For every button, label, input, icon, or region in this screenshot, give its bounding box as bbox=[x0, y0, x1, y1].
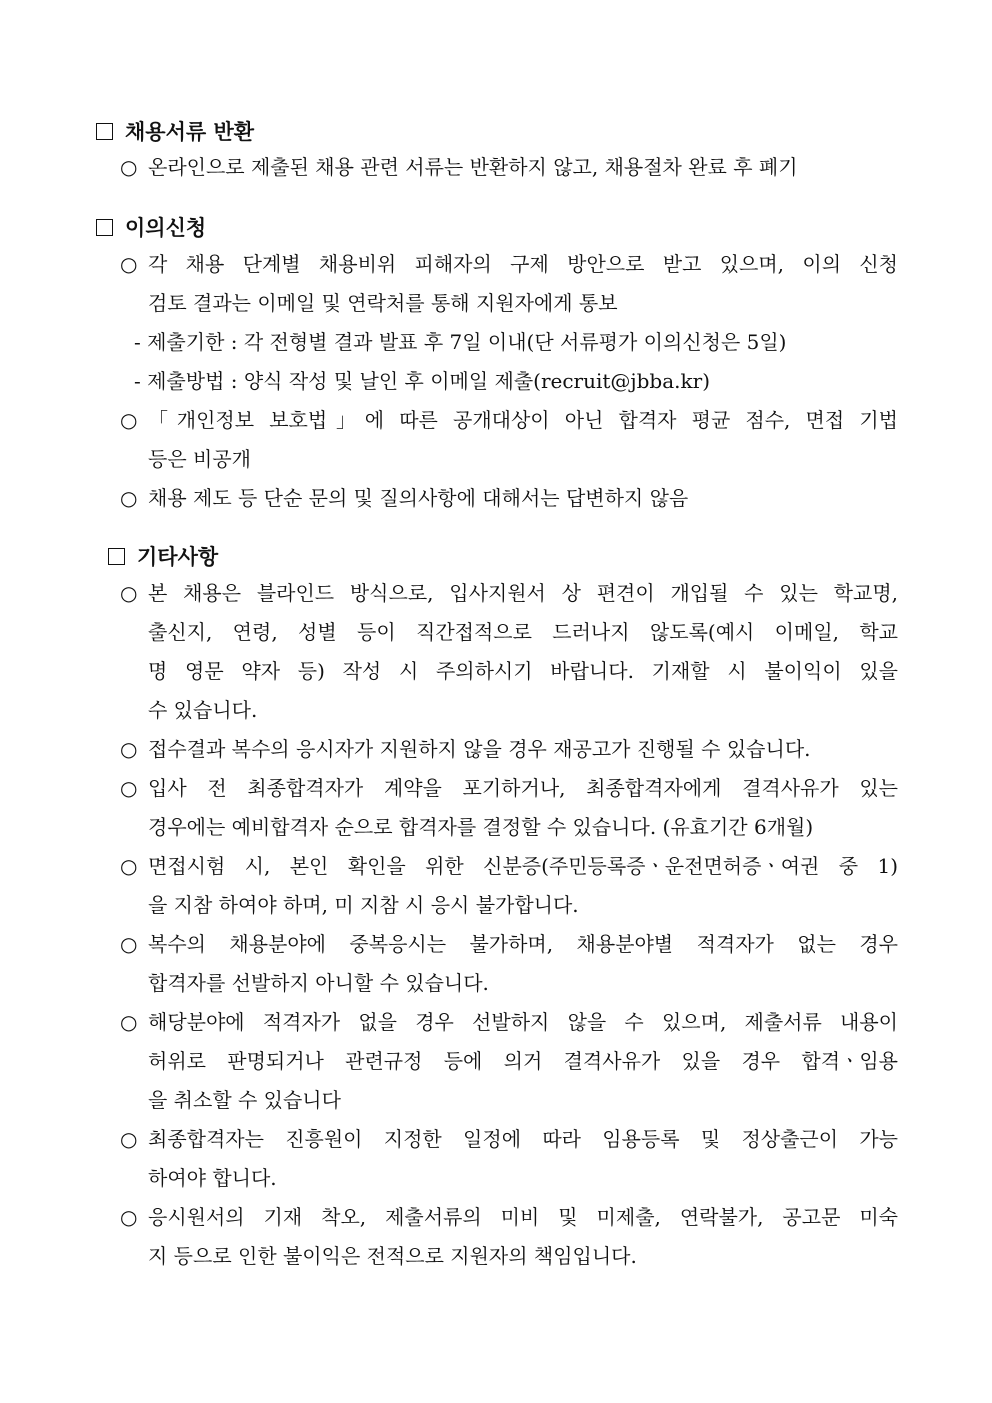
list-item bbox=[120, 1003, 898, 1120]
list-item-text: 복수의 채용분야에 중복응시는 불가하며, 채용분야별 적격자가 없는 경우 합격자를 선발하지 아니할 수 있습니다. bbox=[148, 932, 898, 995]
list-item-text: 면접시험 시, 본인 확인을 위한 신분증(주민등록증ㆍ운전면허증ㆍ여권 중 1) 을 지참 하여야 하며, 미 지참 시 응시 불가합니다. bbox=[148, 854, 898, 917]
bullet-circle-icon: ○ bbox=[120, 854, 138, 878]
section-heading-appeal bbox=[96, 212, 206, 242]
list-item-text: 응시원서의 기재 착오, 제출서류의 미비 및 미제출, 연락불가, 공고문 미숙 지 등으로 인한 불이익은 전적으로 지원자의 책임입니다. bbox=[148, 1205, 898, 1268]
list-item-text: 각 채용 단계별 채용비위 피해자의 구제 방안으로 받고 있으며, 이의 신청 검토 결과는 이메일 및 연락처를 통해 지원자에게 통보 bbox=[148, 252, 898, 315]
list-item-text: 채용 제도 등 단순 문의 및 질의사항에 대해서는 답변하지 않음 bbox=[148, 486, 689, 510]
list-item-text: 최종합격자는 진흥원이 지정한 일정에 따라 임용등록 및 정상출근이 가능 하여야 합니다. bbox=[148, 1127, 898, 1190]
list-item-text: 접수결과 복수의 응시자가 지원하지 않을 경우 재공고가 진행될 수 있습니다. bbox=[148, 737, 811, 761]
list-item bbox=[120, 925, 898, 1003]
bullet-circle-icon: ○ bbox=[120, 1010, 138, 1034]
bullet-circle-icon: ○ bbox=[120, 1127, 138, 1151]
list-item bbox=[120, 1198, 898, 1276]
bullet-circle-icon: ○ bbox=[120, 737, 138, 761]
list-item-text: 온라인으로 제출된 채용 관련 서류는 반환하지 않고, 채용절차 완료 후 폐기 bbox=[148, 155, 798, 179]
list-item bbox=[120, 148, 137, 187]
list-item-text: 본 채용은 블라인드 방식으로, 입사지원서 상 편견이 개입될 수 있는 학교명, 출신지, 연령, 성별 등이 직간접적으로 드러나지 않도록(예시 이메일, 학교 명 영문 약자 등) 작성 시 주의하시기 바랍니다. 기재할 시 불이익이 있을 수 있습니다. bbox=[148, 581, 898, 722]
list-item bbox=[120, 1120, 898, 1198]
bullet-circle-icon: ○ bbox=[120, 932, 138, 956]
bullet-circle-icon: ○ bbox=[120, 776, 138, 800]
section-heading-other-notes bbox=[108, 541, 218, 571]
submission-method-line: - 제출방법 : 양식 작성 및 날인 후 이메일 제출(recruit@jbba.kr) bbox=[134, 369, 710, 393]
list-item bbox=[120, 245, 898, 323]
list-item bbox=[120, 847, 898, 925]
list-item-text: 해당분야에 적격자가 없을 경우 선발하지 않을 수 있으며, 제출서류 내용이 허위로 판명되거나 관련규정 등에 의거 결격사유가 있을 경우 합격ㆍ임용 을 취소할 수 있습니다 bbox=[148, 1010, 898, 1112]
bullet-circle-icon: ○ bbox=[120, 1205, 138, 1229]
section-title: 기타사항 bbox=[137, 544, 219, 569]
deadline-line: - 제출기한 : 각 전형별 결과 발표 후 7일 이내(단 서류평가 이의신청은 5일) bbox=[134, 330, 787, 354]
bullet-circle-icon: ○ bbox=[120, 155, 138, 179]
list-item bbox=[120, 574, 898, 730]
checkbox-square-icon bbox=[96, 219, 113, 236]
bullet-circle-icon: ○ bbox=[120, 486, 138, 510]
list-item bbox=[120, 401, 898, 479]
section-title: 채용서류 반환 bbox=[125, 119, 255, 144]
checkbox-square-icon bbox=[96, 123, 113, 140]
list-item bbox=[120, 769, 898, 847]
checkbox-square-icon bbox=[108, 548, 125, 565]
bullet-circle-icon: ○ bbox=[120, 408, 138, 432]
list-item-text: 입사 전 최종합격자가 계약을 포기하거나, 최종합격자에게 결격사유가 있는 경우에는 예비합격자 순으로 합격자를 결정할 수 있습니다. (유효기간 6개월) bbox=[148, 776, 898, 839]
list-item-text: 「개인정보 보호법」에 따른 공개대상이 아닌 합격자 평균 점수, 면접 기법 등은 비공개 bbox=[148, 408, 898, 471]
bullet-circle-icon: ○ bbox=[120, 252, 138, 276]
bullet-circle-icon: ○ bbox=[120, 581, 138, 605]
section-title: 이의신청 bbox=[125, 215, 207, 240]
section-heading-document-return bbox=[96, 116, 254, 146]
